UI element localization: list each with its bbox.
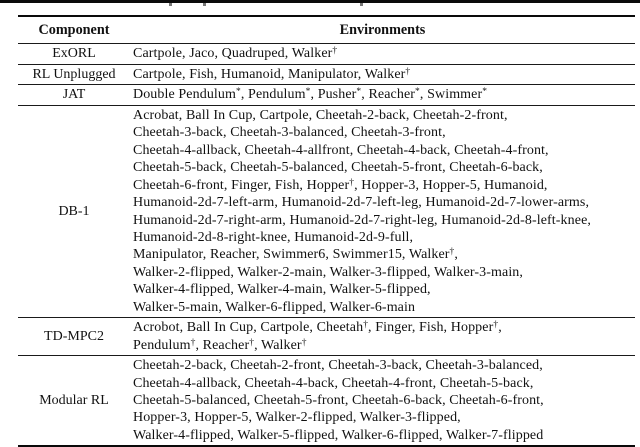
- table-header-row: [18, 16, 635, 44]
- environment-line: Cartpole, Jaco, Quadruped, Walker†: [133, 46, 338, 62]
- environment-line: Walker-4-flipped, Walker-5-flipped, Walker-6-flipped, Walker-7-flipped: [133, 427, 544, 443]
- component-cell: Modular RL: [39, 392, 109, 408]
- caption-descender-mark: [360, 3, 363, 6]
- environment-line: Walker-5-main, Walker-6-flipped, Walker-6-main: [133, 299, 416, 315]
- column-header-component: Component: [18, 16, 130, 44]
- environments-cell: [130, 356, 635, 447]
- environments-cell: [130, 85, 635, 106]
- components-environments-table: [18, 15, 635, 447]
- environment-line: Humanoid-2d-8-right-knee, Humanoid-2d-9-full,: [133, 229, 414, 245]
- environment-line: Manipulator, Reacher, Swimmer6, Swimmer15, Walker†,: [133, 247, 459, 263]
- environment-line: Cheetah-3-back, Cheetah-3-balanced, Cheetah-3-front,: [133, 125, 446, 141]
- caption-descender-mark: [203, 3, 206, 6]
- table-row: [18, 44, 635, 65]
- environment-line: Cheetah-6-front, Finger, Fish, Hopper†, Hopper-3, Hopper-5, Humanoid,: [133, 177, 548, 193]
- environment-line: Cheetah-4-allback, Cheetah-4-back, Cheetah-4-front, Cheetah-5-back,: [133, 375, 534, 391]
- component-cell: JAT: [62, 87, 86, 103]
- table-row: [18, 318, 635, 356]
- table-row: [18, 105, 635, 317]
- environment-line: Cheetah-2-back, Cheetah-2-front, Cheetah-3-back, Cheetah-3-balanced,: [133, 358, 543, 374]
- caption-descender-mark: [169, 3, 172, 6]
- table-row: [18, 85, 635, 106]
- environment-line: Pendulum†, Reacher†, Walker†: [133, 337, 307, 353]
- column-header-environments: Environments: [130, 16, 635, 44]
- environment-line: Walker-2-flipped, Walker-2-main, Walker-3-flipped, Walker-3-main,: [133, 264, 524, 280]
- component-cell: ExORL: [52, 45, 96, 61]
- environment-line: Humanoid-2d-7-right-arm, Humanoid-2d-7-right-leg, Humanoid-2d-8-left-knee,: [133, 212, 591, 228]
- component-cell: TD-MPC2: [44, 328, 104, 344]
- component-cell: DB-1: [58, 203, 90, 219]
- environments-cell: [130, 44, 635, 65]
- environments-cell: [130, 64, 635, 85]
- environment-line: Walker-4-flipped, Walker-4-main, Walker-5-flipped,: [133, 282, 431, 298]
- table-header: [18, 16, 635, 44]
- environment-line: Humanoid-2d-7-left-arm, Humanoid-2d-7-left-leg, Humanoid-2d-7-lower-arms,: [133, 195, 590, 211]
- environment-line: Hopper-3, Hopper-5, Walker-2-flipped, Walker-3-flipped,: [133, 410, 461, 426]
- environment-line: Cheetah-5-back, Cheetah-5-balanced, Cheetah-5-front, Cheetah-6-back,: [133, 160, 543, 176]
- table-row: [18, 64, 635, 85]
- environment-line: Cheetah-5-balanced, Cheetah-5-front, Cheetah-6-back, Cheetah-6-front,: [133, 392, 544, 408]
- table-body: [18, 44, 635, 447]
- environment-line: Cheetah-4-allback, Cheetah-4-allfront, Cheetah-4-back, Cheetah-4-front,: [133, 142, 549, 158]
- environment-line: Acrobot, Ball In Cup, Cartpole, Cheetah†, Finger, Fish, Hopper†,: [133, 320, 502, 336]
- environment-line: Cartpole, Fish, Humanoid, Manipulator, Walker†: [133, 66, 411, 82]
- environment-line: Double Pendulum*, Pendulum*, Pusher*, Reacher*, Swimmer*: [133, 87, 488, 103]
- environment-line: Acrobat, Ball In Cup, Cartpole, Cheetah-2-back, Cheetah-2-front,: [133, 108, 508, 124]
- environments-cell: [130, 105, 635, 317]
- table-row: [18, 356, 635, 447]
- cropped-caption-remnant: [0, 0, 640, 3]
- component-cell: RL Unplugged: [32, 66, 116, 82]
- environments-cell: [130, 318, 635, 356]
